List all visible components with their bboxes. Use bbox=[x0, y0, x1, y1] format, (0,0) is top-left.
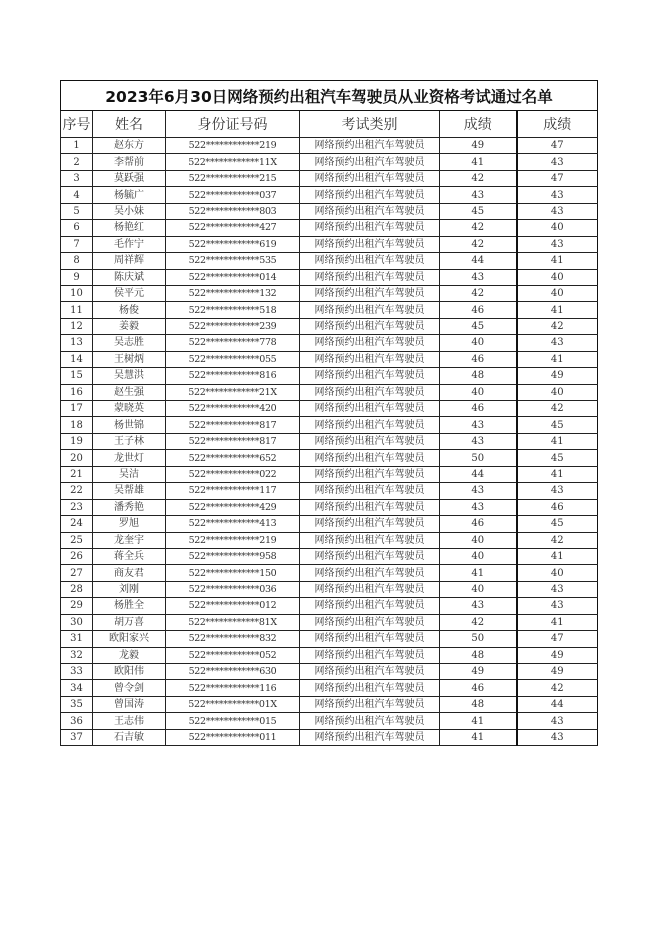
score-1-cell: 40 bbox=[440, 548, 517, 564]
header-name: 姓名 bbox=[93, 111, 166, 138]
table-row bbox=[61, 598, 598, 614]
header-row bbox=[61, 111, 598, 138]
id-number-cell: 522************817 bbox=[166, 433, 300, 449]
exam-type-cell: 网络预约出租汽车驾驶员 bbox=[300, 187, 440, 203]
score-1-cell: 50 bbox=[440, 450, 517, 466]
score-2-cell: 46 bbox=[517, 499, 598, 515]
name-cell: 吴小妹 bbox=[93, 203, 166, 219]
table-row bbox=[61, 466, 598, 482]
seq-cell: 28 bbox=[61, 581, 93, 597]
id-number-cell: 522************011 bbox=[166, 729, 300, 745]
seq-cell: 7 bbox=[61, 236, 93, 252]
score-2-cell: 49 bbox=[517, 368, 598, 384]
id-number-cell: 522************219 bbox=[166, 138, 300, 154]
seq-cell: 23 bbox=[61, 499, 93, 515]
score-1-cell: 50 bbox=[440, 631, 517, 647]
name-cell: 杨俊 bbox=[93, 302, 166, 318]
score-1-cell: 42 bbox=[440, 220, 517, 236]
score-1-cell: 42 bbox=[440, 285, 517, 301]
score-2-cell: 47 bbox=[517, 138, 598, 154]
table-row bbox=[61, 516, 598, 532]
name-cell: 吴帮雄 bbox=[93, 483, 166, 499]
name-cell: 龙毅 bbox=[93, 647, 166, 663]
exam-type-cell: 网络预约出租汽车驾驶员 bbox=[300, 548, 440, 564]
score-1-cell: 48 bbox=[440, 647, 517, 663]
seq-cell: 15 bbox=[61, 368, 93, 384]
id-number-cell: 522************630 bbox=[166, 664, 300, 680]
exam-type-cell: 网络预约出租汽车驾驶员 bbox=[300, 516, 440, 532]
table-row bbox=[61, 318, 598, 334]
exam-type-cell: 网络预约出租汽车驾驶员 bbox=[300, 220, 440, 236]
seq-cell: 1 bbox=[61, 138, 93, 154]
seq-cell: 34 bbox=[61, 680, 93, 696]
score-1-cell: 44 bbox=[440, 466, 517, 482]
score-1-cell: 42 bbox=[440, 614, 517, 630]
seq-cell: 20 bbox=[61, 450, 93, 466]
id-number-cell: 522************652 bbox=[166, 450, 300, 466]
table-row bbox=[61, 253, 598, 269]
score-1-cell: 40 bbox=[440, 384, 517, 400]
score-2-cell: 43 bbox=[517, 335, 598, 351]
id-number-cell: 522************215 bbox=[166, 170, 300, 186]
table-row bbox=[61, 335, 598, 351]
exam-type-cell: 网络预约出租汽车驾驶员 bbox=[300, 664, 440, 680]
id-number-cell: 522************055 bbox=[166, 351, 300, 367]
id-number-cell: 522************01X bbox=[166, 696, 300, 712]
table-row bbox=[61, 499, 598, 515]
score-2-cell: 42 bbox=[517, 401, 598, 417]
id-number-cell: 522************413 bbox=[166, 516, 300, 532]
id-number-cell: 522************116 bbox=[166, 680, 300, 696]
table-row bbox=[61, 729, 598, 745]
exam-type-cell: 网络预约出租汽车驾驶员 bbox=[300, 417, 440, 433]
name-cell: 杨世锦 bbox=[93, 417, 166, 433]
table-row bbox=[61, 433, 598, 449]
exam-type-cell: 网络预约出租汽车驾驶员 bbox=[300, 565, 440, 581]
score-1-cell: 46 bbox=[440, 516, 517, 532]
score-1-cell: 46 bbox=[440, 351, 517, 367]
score-2-cell: 40 bbox=[517, 220, 598, 236]
document-title: 2023年6月30日网络预约出租汽车驾驶员从业资格考试通过名单 bbox=[61, 81, 598, 111]
score-2-cell: 42 bbox=[517, 532, 598, 548]
score-2-cell: 43 bbox=[517, 713, 598, 729]
score-1-cell: 40 bbox=[440, 335, 517, 351]
seq-cell: 2 bbox=[61, 154, 93, 170]
exam-type-cell: 网络预约出租汽车驾驶员 bbox=[300, 302, 440, 318]
header-id-number: 身份证号码 bbox=[166, 111, 300, 138]
score-1-cell: 46 bbox=[440, 302, 517, 318]
table-row bbox=[61, 236, 598, 252]
table-row bbox=[61, 565, 598, 581]
header-score-2: 成绩 bbox=[517, 111, 598, 138]
seq-cell: 27 bbox=[61, 565, 93, 581]
name-cell: 杨胜全 bbox=[93, 598, 166, 614]
exam-type-cell: 网络预约出租汽车驾驶员 bbox=[300, 318, 440, 334]
seq-cell: 13 bbox=[61, 335, 93, 351]
table-row bbox=[61, 664, 598, 680]
name-cell: 蒋全兵 bbox=[93, 548, 166, 564]
seq-cell: 21 bbox=[61, 466, 93, 482]
exam-type-cell: 网络预约出租汽车驾驶员 bbox=[300, 138, 440, 154]
table-row bbox=[61, 203, 598, 219]
name-cell: 曾国涛 bbox=[93, 696, 166, 712]
id-number-cell: 522************012 bbox=[166, 598, 300, 614]
score-2-cell: 40 bbox=[517, 565, 598, 581]
id-number-cell: 522************832 bbox=[166, 631, 300, 647]
table-row bbox=[61, 220, 598, 236]
score-2-cell: 43 bbox=[517, 729, 598, 745]
exam-type-cell: 网络预约出租汽车驾驶员 bbox=[300, 401, 440, 417]
table-row bbox=[61, 170, 598, 186]
seq-cell: 30 bbox=[61, 614, 93, 630]
id-number-cell: 522************958 bbox=[166, 548, 300, 564]
seq-cell: 29 bbox=[61, 598, 93, 614]
name-cell: 侯平元 bbox=[93, 285, 166, 301]
score-2-cell: 41 bbox=[517, 351, 598, 367]
name-cell: 龙奎宇 bbox=[93, 532, 166, 548]
table-row bbox=[61, 351, 598, 367]
id-number-cell: 522************803 bbox=[166, 203, 300, 219]
table-row bbox=[61, 647, 598, 663]
score-2-cell: 40 bbox=[517, 269, 598, 285]
score-1-cell: 43 bbox=[440, 499, 517, 515]
id-number-cell: 522************429 bbox=[166, 499, 300, 515]
id-number-cell: 522************052 bbox=[166, 647, 300, 663]
seq-cell: 22 bbox=[61, 483, 93, 499]
exam-type-cell: 网络预约出租汽车驾驶员 bbox=[300, 450, 440, 466]
score-2-cell: 47 bbox=[517, 170, 598, 186]
table-row bbox=[61, 631, 598, 647]
score-1-cell: 46 bbox=[440, 401, 517, 417]
table-row bbox=[61, 548, 598, 564]
score-1-cell: 40 bbox=[440, 581, 517, 597]
id-number-cell: 522************427 bbox=[166, 220, 300, 236]
name-cell: 王树炳 bbox=[93, 351, 166, 367]
id-number-cell: 522************015 bbox=[166, 713, 300, 729]
score-1-cell: 41 bbox=[440, 154, 517, 170]
score-2-cell: 43 bbox=[517, 236, 598, 252]
score-2-cell: 45 bbox=[517, 450, 598, 466]
exam-type-cell: 网络预约出租汽车驾驶员 bbox=[300, 170, 440, 186]
seq-cell: 26 bbox=[61, 548, 93, 564]
exam-type-cell: 网络预约出租汽车驾驶员 bbox=[300, 581, 440, 597]
score-2-cell: 47 bbox=[517, 631, 598, 647]
exam-type-cell: 网络预约出租汽车驾驶员 bbox=[300, 696, 440, 712]
seq-cell: 32 bbox=[61, 647, 93, 663]
name-cell: 杨毓广 bbox=[93, 187, 166, 203]
score-2-cell: 40 bbox=[517, 285, 598, 301]
id-number-cell: 522************117 bbox=[166, 483, 300, 499]
exam-type-cell: 网络预约出租汽车驾驶员 bbox=[300, 154, 440, 170]
score-2-cell: 41 bbox=[517, 302, 598, 318]
exam-type-cell: 网络预约出租汽车驾驶员 bbox=[300, 680, 440, 696]
score-1-cell: 43 bbox=[440, 269, 517, 285]
id-number-cell: 522************11X bbox=[166, 154, 300, 170]
exam-type-cell: 网络预约出租汽车驾驶员 bbox=[300, 285, 440, 301]
table-row bbox=[61, 187, 598, 203]
score-1-cell: 43 bbox=[440, 483, 517, 499]
id-number-cell: 522************817 bbox=[166, 417, 300, 433]
id-number-cell: 522************239 bbox=[166, 318, 300, 334]
id-number-cell: 522************150 bbox=[166, 565, 300, 581]
score-1-cell: 45 bbox=[440, 203, 517, 219]
name-cell: 商友君 bbox=[93, 565, 166, 581]
seq-cell: 8 bbox=[61, 253, 93, 269]
table-row bbox=[61, 532, 598, 548]
score-2-cell: 43 bbox=[517, 187, 598, 203]
name-cell: 曾令剑 bbox=[93, 680, 166, 696]
score-1-cell: 40 bbox=[440, 532, 517, 548]
table-row bbox=[61, 450, 598, 466]
pass-list-table bbox=[60, 80, 598, 746]
score-1-cell: 48 bbox=[440, 368, 517, 384]
score-2-cell: 40 bbox=[517, 384, 598, 400]
id-number-cell: 522************619 bbox=[166, 236, 300, 252]
id-number-cell: 522************420 bbox=[166, 401, 300, 417]
score-2-cell: 41 bbox=[517, 548, 598, 564]
score-1-cell: 42 bbox=[440, 236, 517, 252]
name-cell: 欧阳家兴 bbox=[93, 631, 166, 647]
exam-type-cell: 网络预约出租汽车驾驶员 bbox=[300, 483, 440, 499]
exam-type-cell: 网络预约出租汽车驾驶员 bbox=[300, 647, 440, 663]
id-number-cell: 522************219 bbox=[166, 532, 300, 548]
score-1-cell: 41 bbox=[440, 729, 517, 745]
score-2-cell: 42 bbox=[517, 680, 598, 696]
exam-type-cell: 网络预约出租汽车驾驶员 bbox=[300, 499, 440, 515]
table-row bbox=[61, 713, 598, 729]
score-2-cell: 42 bbox=[517, 318, 598, 334]
table-row bbox=[61, 138, 598, 154]
score-1-cell: 41 bbox=[440, 713, 517, 729]
score-2-cell: 43 bbox=[517, 581, 598, 597]
name-cell: 赵东方 bbox=[93, 138, 166, 154]
name-cell: 李帮前 bbox=[93, 154, 166, 170]
name-cell: 吴慧洪 bbox=[93, 368, 166, 384]
seq-cell: 18 bbox=[61, 417, 93, 433]
seq-cell: 35 bbox=[61, 696, 93, 712]
table-row bbox=[61, 401, 598, 417]
name-cell: 胡万喜 bbox=[93, 614, 166, 630]
name-cell: 王志伟 bbox=[93, 713, 166, 729]
id-number-cell: 522************535 bbox=[166, 253, 300, 269]
table-row bbox=[61, 285, 598, 301]
name-cell: 赵生强 bbox=[93, 384, 166, 400]
exam-type-cell: 网络预约出租汽车驾驶员 bbox=[300, 598, 440, 614]
name-cell: 吴洁 bbox=[93, 466, 166, 482]
seq-cell: 12 bbox=[61, 318, 93, 334]
id-number-cell: 522************037 bbox=[166, 187, 300, 203]
table-row bbox=[61, 581, 598, 597]
table-row bbox=[61, 614, 598, 630]
score-1-cell: 44 bbox=[440, 253, 517, 269]
score-2-cell: 41 bbox=[517, 253, 598, 269]
name-cell: 陈庆斌 bbox=[93, 269, 166, 285]
id-number-cell: 522************778 bbox=[166, 335, 300, 351]
header-score-1: 成绩 bbox=[440, 111, 517, 138]
table-row bbox=[61, 302, 598, 318]
name-cell: 龙世灯 bbox=[93, 450, 166, 466]
seq-cell: 37 bbox=[61, 729, 93, 745]
score-2-cell: 43 bbox=[517, 203, 598, 219]
score-2-cell: 45 bbox=[517, 417, 598, 433]
seq-cell: 6 bbox=[61, 220, 93, 236]
exam-type-cell: 网络预约出租汽车驾驶员 bbox=[300, 269, 440, 285]
score-1-cell: 48 bbox=[440, 696, 517, 712]
exam-type-cell: 网络预约出租汽车驾驶员 bbox=[300, 631, 440, 647]
seq-cell: 19 bbox=[61, 433, 93, 449]
exam-type-cell: 网络预约出租汽车驾驶员 bbox=[300, 729, 440, 745]
id-number-cell: 522************036 bbox=[166, 581, 300, 597]
seq-cell: 10 bbox=[61, 285, 93, 301]
id-number-cell: 522************816 bbox=[166, 368, 300, 384]
name-cell: 吴志胜 bbox=[93, 335, 166, 351]
name-cell: 周祥辉 bbox=[93, 253, 166, 269]
exam-type-cell: 网络预约出租汽车驾驶员 bbox=[300, 368, 440, 384]
table-row bbox=[61, 417, 598, 433]
seq-cell: 16 bbox=[61, 384, 93, 400]
seq-cell: 4 bbox=[61, 187, 93, 203]
exam-type-cell: 网络预约出租汽车驾驶员 bbox=[300, 253, 440, 269]
seq-cell: 3 bbox=[61, 170, 93, 186]
table-row bbox=[61, 154, 598, 170]
exam-type-cell: 网络预约出租汽车驾驶员 bbox=[300, 614, 440, 630]
name-cell: 罗旭 bbox=[93, 516, 166, 532]
id-number-cell: 522************014 bbox=[166, 269, 300, 285]
exam-type-cell: 网络预约出租汽车驾驶员 bbox=[300, 532, 440, 548]
score-1-cell: 43 bbox=[440, 433, 517, 449]
name-cell: 潘秀艳 bbox=[93, 499, 166, 515]
id-number-cell: 522************132 bbox=[166, 285, 300, 301]
exam-type-cell: 网络预约出租汽车驾驶员 bbox=[300, 433, 440, 449]
score-2-cell: 49 bbox=[517, 647, 598, 663]
score-2-cell: 43 bbox=[517, 598, 598, 614]
score-1-cell: 43 bbox=[440, 417, 517, 433]
table-body bbox=[61, 138, 598, 746]
score-1-cell: 43 bbox=[440, 187, 517, 203]
name-cell: 毛作宁 bbox=[93, 236, 166, 252]
table-row bbox=[61, 384, 598, 400]
name-cell: 杨艳红 bbox=[93, 220, 166, 236]
exam-type-cell: 网络预约出租汽车驾驶员 bbox=[300, 713, 440, 729]
score-2-cell: 41 bbox=[517, 433, 598, 449]
name-cell: 欧阳伟 bbox=[93, 664, 166, 680]
seq-cell: 36 bbox=[61, 713, 93, 729]
score-2-cell: 43 bbox=[517, 154, 598, 170]
score-2-cell: 41 bbox=[517, 614, 598, 630]
name-cell: 刘刚 bbox=[93, 581, 166, 597]
name-cell: 王子林 bbox=[93, 433, 166, 449]
name-cell: 石吉敏 bbox=[93, 729, 166, 745]
score-2-cell: 45 bbox=[517, 516, 598, 532]
table-row bbox=[61, 696, 598, 712]
score-2-cell: 44 bbox=[517, 696, 598, 712]
seq-cell: 24 bbox=[61, 516, 93, 532]
score-2-cell: 43 bbox=[517, 483, 598, 499]
table-row bbox=[61, 483, 598, 499]
header-seq: 序号 bbox=[61, 111, 93, 138]
score-1-cell: 42 bbox=[440, 170, 517, 186]
score-1-cell: 46 bbox=[440, 680, 517, 696]
score-1-cell: 43 bbox=[440, 598, 517, 614]
seq-cell: 14 bbox=[61, 351, 93, 367]
seq-cell: 25 bbox=[61, 532, 93, 548]
exam-type-cell: 网络预约出租汽车驾驶员 bbox=[300, 335, 440, 351]
exam-type-cell: 网络预约出租汽车驾驶员 bbox=[300, 351, 440, 367]
score-1-cell: 49 bbox=[440, 664, 517, 680]
table-row bbox=[61, 680, 598, 696]
exam-type-cell: 网络预约出租汽车驾驶员 bbox=[300, 203, 440, 219]
seq-cell: 11 bbox=[61, 302, 93, 318]
score-2-cell: 49 bbox=[517, 664, 598, 680]
score-2-cell: 41 bbox=[517, 466, 598, 482]
exam-type-cell: 网络预约出租汽车驾驶员 bbox=[300, 236, 440, 252]
id-number-cell: 522************81X bbox=[166, 614, 300, 630]
name-cell: 蒙晓英 bbox=[93, 401, 166, 417]
seq-cell: 5 bbox=[61, 203, 93, 219]
seq-cell: 9 bbox=[61, 269, 93, 285]
id-number-cell: 522************518 bbox=[166, 302, 300, 318]
exam-type-cell: 网络预约出租汽车驾驶员 bbox=[300, 384, 440, 400]
seq-cell: 17 bbox=[61, 401, 93, 417]
name-cell: 莫跃强 bbox=[93, 170, 166, 186]
seq-cell: 31 bbox=[61, 631, 93, 647]
id-number-cell: 522************21X bbox=[166, 384, 300, 400]
name-cell: 姜毅 bbox=[93, 318, 166, 334]
score-1-cell: 41 bbox=[440, 565, 517, 581]
score-1-cell: 45 bbox=[440, 318, 517, 334]
exam-type-cell: 网络预约出租汽车驾驶员 bbox=[300, 466, 440, 482]
id-number-cell: 522************022 bbox=[166, 466, 300, 482]
header-exam-type: 考试类别 bbox=[300, 111, 440, 138]
table-row bbox=[61, 368, 598, 384]
table-row bbox=[61, 269, 598, 285]
seq-cell: 33 bbox=[61, 664, 93, 680]
score-1-cell: 49 bbox=[440, 138, 517, 154]
